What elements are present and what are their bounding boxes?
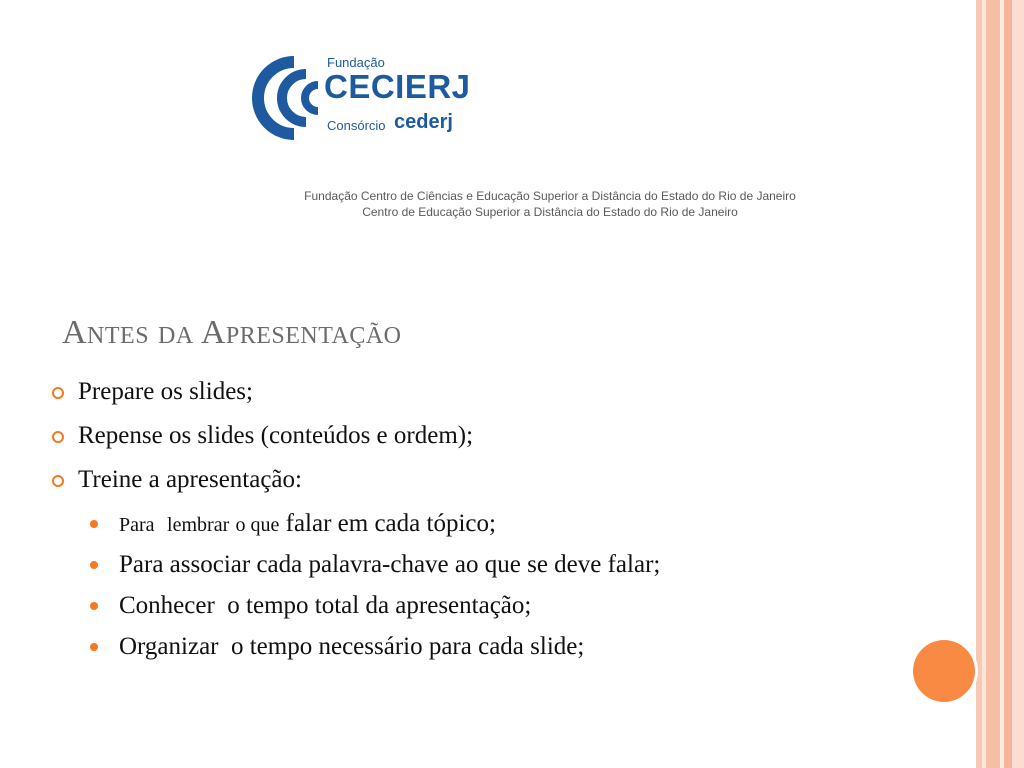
bullet-text: Repense os slides (conteúdos e ordem);: [78, 422, 474, 449]
bullet-text: Treine a apresentação:: [78, 466, 302, 493]
ring-bullet-icon: [52, 431, 64, 443]
logo-arcs-icon: [236, 52, 336, 144]
decorative-circle: [913, 640, 975, 702]
ring-bullet-icon: [52, 387, 64, 399]
dot-bullet-icon: [90, 643, 98, 651]
sub-bullet-item: [46, 549, 906, 590]
stripe: [1012, 0, 1024, 768]
bullet-text: Prepare os slides;: [78, 378, 253, 405]
decorative-stripes: [976, 0, 1024, 768]
sub-bullet-text-small: o que: [235, 514, 280, 536]
logo-fundacao: Fundação: [327, 55, 385, 70]
sub-bullet-text: Organizar o tempo necessário para cada slide;: [119, 633, 585, 660]
sub-bullet-text: Para associar cada palavra-chave ao que se deve falar;: [119, 551, 661, 578]
bullet-item: [46, 464, 906, 508]
bullet-list: [46, 376, 906, 672]
sub-bullet-text-small: lembrar: [167, 514, 230, 536]
ring-bullet-icon: [52, 475, 64, 487]
sub-bullet-item: [46, 508, 906, 549]
bullet-item: [46, 420, 906, 464]
sub-bullet-text: falar em cada tópico;: [285, 510, 496, 537]
logo-consorcio: Consórcio: [327, 118, 386, 133]
logo-name: CECIERJ: [324, 68, 471, 105]
stripe: [986, 0, 1000, 768]
subtitle-line-2: Centro de Educação Superior a Distância do Estado do Rio de Janeiro: [362, 205, 738, 219]
sub-bullet-item: [46, 631, 906, 672]
stripe: [1004, 0, 1012, 768]
cecierj-logo: [236, 52, 471, 144]
sub-bullet-item: [46, 590, 906, 631]
sub-bullet-text: Conhecer o tempo total da apresentação;: [119, 592, 532, 619]
institution-subtitle: [230, 188, 870, 220]
dot-bullet-icon: [90, 561, 98, 569]
sub-bullet-text-small: Para: [119, 514, 155, 536]
dot-bullet-icon: [90, 602, 98, 610]
dot-bullet-icon: [90, 520, 98, 528]
bullet-item: [46, 376, 906, 420]
logo-cederj: cederj: [394, 111, 453, 133]
subtitle-line-1: Fundação Centro de Ciências e Educação Superior a Distância do Estado do Rio de Janeiro: [304, 189, 796, 203]
slide-title: Antes da Apresentação: [62, 314, 402, 351]
